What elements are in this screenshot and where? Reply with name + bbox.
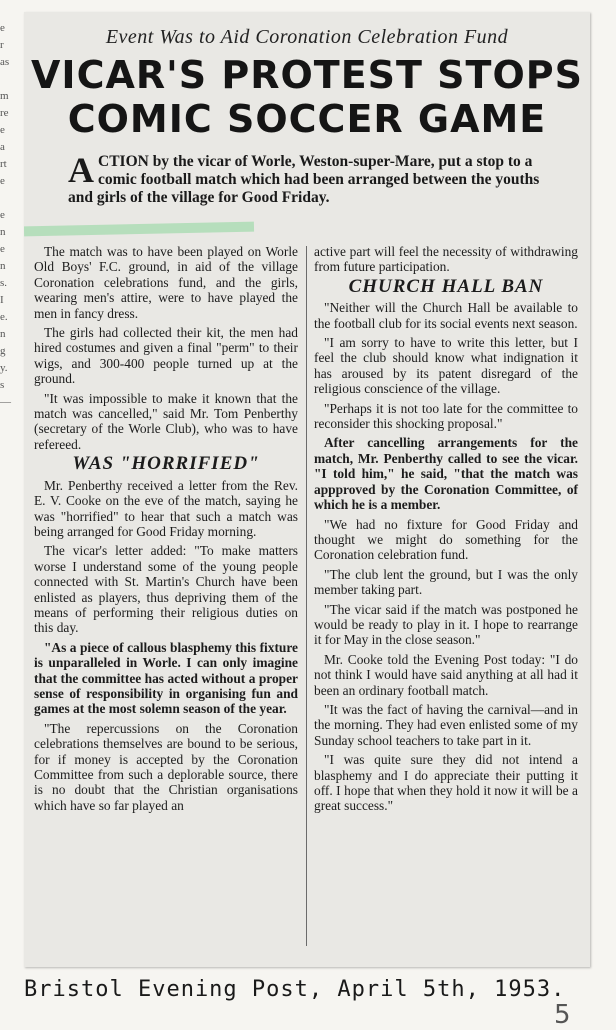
headline: [24, 53, 590, 141]
edge-fragment: s.: [0, 277, 8, 289]
edge-fragment: I: [0, 294, 4, 306]
body-paragraph-bold: After cancelling arrangements for the match, Mr. Penberthy called to see the vicar. "I told him," he said, "that the match was appproved by the Coronation Committee, of which he is a member.: [314, 435, 578, 513]
body-paragraph: active part will feel the necessity of withdrawing from future participation.: [314, 244, 578, 275]
body-paragraph: Mr. Cooke told the Evening Post today: "I do not think I would have said anything at all had it been an ordinary football match.: [314, 651, 578, 698]
lede-paragraph: [68, 150, 568, 207]
edge-fragment: n: [0, 260, 6, 272]
strapline: Event Was to Aid Coronation Celebration Fund: [105, 26, 509, 48]
body-paragraph: "The vicar said if the match was postponed he would be ready to play in it. I hope to rearrange it for May in the close season.": [314, 601, 578, 648]
body-paragraph: "The repercussions on the Coronation celebrations themselves are bound to be serious, for if money is accepted by the Coronation Committee from such a deplorable source, there is no doubt that the Christian organisations which have so far played an: [34, 720, 298, 813]
body-paragraph-bold: "As a piece of callous blasphemy this fixture is unparalleled in Worle. I can only imagine that the committee has acted without a proper sense of responsibility in organising fun and games at the most solemn season of the year.: [34, 639, 298, 717]
body-paragraph: Mr. Penberthy received a letter from the Rev. E. V. Cooke on the eve of the match, saying he was "horrified" to hear that such a match was being arranged for Good Friday morning.: [34, 477, 298, 539]
body-paragraph: The girls had collected their kit, the men had hired costumes and given a final "perm" to their wigs, and 300-400 people turned up at the ground.: [34, 325, 298, 387]
lede-text: CTION by the vicar of Worle, Weston-super-Mare, put a stop to a comic football match which had been arranged between the youths and girls of the village for Good Friday.: [68, 153, 540, 206]
green-highlighter-stroke: [24, 222, 254, 237]
edge-fragment: as: [0, 56, 10, 68]
subheading-horrified: WAS "HORRIFIED": [72, 453, 260, 475]
edge-fragment: e: [0, 124, 5, 136]
edge-fragment: y.: [0, 362, 8, 374]
edge-fragment: re: [0, 107, 9, 119]
edge-fragment: [0, 71, 12, 88]
edge-fragment: e: [0, 175, 5, 187]
edge-fragment: e: [0, 22, 5, 34]
edge-fragment: e: [0, 243, 5, 255]
body-paragraph: "It was impossible to make it known that the match was cancelled," said Mr. Tom Penberthy (secretary of the Worle Club), who was to have refereed.: [34, 390, 298, 452]
body-paragraph: "I was quite sure they did not intend a blasphemy and I do appreciate their putting it off. I hope that when they hold it now it will be a great success.": [314, 752, 578, 814]
column-divider: [306, 246, 307, 946]
body-paragraph: "Perhaps it is not too late for the committee to reconsider this shocking proposal.": [314, 400, 578, 432]
edge-fragment: —: [0, 396, 11, 408]
edge-fragment: e.: [0, 311, 8, 323]
body-paragraph: The match was to have been played on Worle Old Boys' F.C. ground, in aid of the village Coronation celebrations fund, and the girls, wearing men's attire, were to have played the men in fancy dress.: [34, 244, 298, 321]
right-column: [314, 244, 578, 818]
edge-fragment: [0, 190, 12, 207]
edge-fragment: n: [0, 226, 6, 238]
edge-fragment: a: [0, 141, 5, 153]
body-paragraph: "It was the fact of having the carnival—and in the morning. They had even enlisted some of my Sunday school teachers to take part in it.: [314, 701, 578, 748]
subheading-church-hall-ban: CHURCH HALL BAN: [348, 275, 544, 297]
handwritten-corner-mark: 5: [554, 1000, 571, 1030]
edge-fragment: s: [0, 379, 5, 391]
drop-cap: A: [68, 150, 94, 190]
newspaper-clipping: [24, 12, 590, 967]
adjacent-column-fragments: [0, 20, 12, 500]
edge-fragment: r: [0, 39, 4, 51]
headline-line-2: COMIC SOCCER GAME: [67, 97, 547, 141]
body-paragraph: "The club lent the ground, but I was the only member taking part.: [314, 566, 578, 598]
body-paragraph: The vicar's letter added: "To make matters worse I understand some of the young people connected with St. Martin's Church have been enlisted as players, thus depriving them of the means of performing their religious duties on this day.: [34, 543, 298, 636]
edge-fragment: e: [0, 209, 5, 221]
body-paragraph: "I am sorry to have to write this letter, but I feel the club should know what indignation it has aroused by its patent disregard of the religious conscience of the village.: [314, 335, 578, 397]
edge-fragment: g: [0, 345, 6, 357]
headline-line-1: VICAR'S PROTEST STOPS: [31, 53, 583, 97]
left-column: [34, 244, 298, 817]
edge-fragment: m: [0, 90, 9, 102]
body-paragraph: "Neither will the Church Hall be available to the football club for its social events next season.: [314, 300, 578, 331]
handwritten-source-caption: Bristol Evening Post, April 5th, 1953.: [24, 977, 566, 1002]
body-paragraph: "We had no fixture for Good Friday and thought we might do something for the Coronation celebration fund.: [314, 516, 578, 563]
edge-fragment: n: [0, 328, 6, 340]
article-body: [34, 244, 584, 964]
edge-fragment: rt: [0, 158, 7, 170]
